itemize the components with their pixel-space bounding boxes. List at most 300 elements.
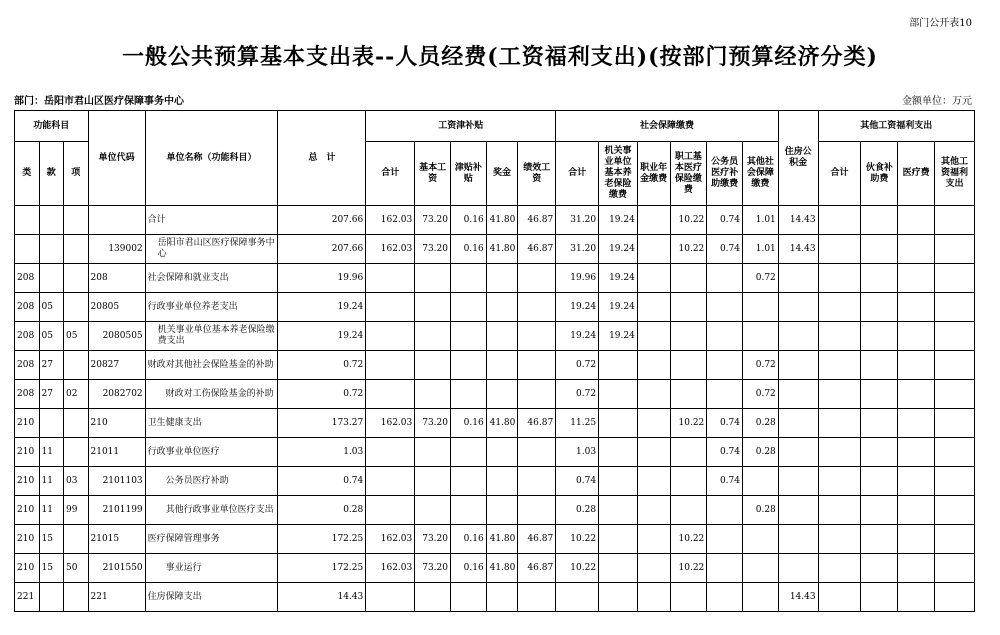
value-cell: 10.22	[670, 235, 707, 264]
lei-header: 类	[15, 142, 40, 206]
value-cell	[599, 525, 638, 554]
value-cell: 46.87	[518, 206, 556, 235]
value-cell	[599, 351, 638, 380]
value-cell	[670, 467, 707, 496]
col-header: 职业年金缴费	[637, 142, 670, 206]
value-cell	[366, 293, 415, 322]
value-cell	[670, 496, 707, 525]
xiang-cell	[64, 293, 89, 322]
unit-name-cell: 机关事业单位基本养老保险缴费支出	[145, 322, 278, 351]
lei-cell: 208	[15, 264, 40, 293]
value-cell	[861, 264, 898, 293]
unit-name-cell: 事业运行	[145, 554, 278, 583]
total-cell: 1.03	[278, 438, 366, 467]
unit-name-cell: 住房保障支出	[145, 583, 278, 612]
kuan-cell	[39, 264, 64, 293]
value-cell	[818, 264, 861, 293]
unit-name-cell: 公务员医疗补助	[145, 467, 278, 496]
value-cell	[818, 525, 861, 554]
value-cell: 162.03	[366, 235, 415, 264]
value-cell: 0.74	[707, 206, 743, 235]
value-cell	[518, 496, 556, 525]
value-cell	[778, 351, 818, 380]
table-row	[15, 293, 975, 322]
value-cell: 0.16	[450, 409, 486, 438]
value-cell	[486, 467, 518, 496]
kuan-cell: 27	[39, 380, 64, 409]
value-cell	[898, 235, 935, 264]
value-cell	[778, 264, 818, 293]
kuan-cell: 15	[39, 554, 64, 583]
value-cell: 0.28	[743, 438, 779, 467]
table-row	[15, 380, 975, 409]
value-cell: 1.01	[743, 235, 779, 264]
xiang-cell	[64, 409, 89, 438]
value-cell	[743, 293, 779, 322]
xiang-cell: 03	[64, 467, 89, 496]
value-cell: 46.87	[518, 235, 556, 264]
unit-name-cell: 行政事业单位养老支出	[145, 293, 278, 322]
value-cell	[898, 351, 935, 380]
value-cell	[599, 496, 638, 525]
value-cell	[366, 351, 415, 380]
value-cell	[450, 322, 486, 351]
value-cell: 41.80	[486, 525, 518, 554]
value-cell: 10.22	[670, 206, 707, 235]
total-cell: 14.43	[278, 583, 366, 612]
value-cell	[637, 496, 670, 525]
value-cell	[637, 554, 670, 583]
unit-code-cell	[88, 206, 145, 235]
value-cell	[670, 583, 707, 612]
kuan-cell	[39, 583, 64, 612]
lei-cell: 208	[15, 351, 40, 380]
table-row	[15, 467, 975, 496]
value-cell	[415, 438, 451, 467]
unit-code-cell: 20805	[88, 293, 145, 322]
total-cell: 0.74	[278, 467, 366, 496]
value-cell	[486, 264, 518, 293]
kuan-cell	[39, 409, 64, 438]
value-cell: 10.22	[670, 409, 707, 438]
value-cell	[415, 380, 451, 409]
lei-cell	[15, 206, 40, 235]
value-cell	[934, 293, 974, 322]
value-cell	[366, 496, 415, 525]
col-header: 其他工资福利支出	[934, 142, 974, 206]
value-cell: 10.22	[670, 525, 707, 554]
value-cell	[415, 351, 451, 380]
unit-code-cell: 2101199	[88, 496, 145, 525]
value-cell	[486, 496, 518, 525]
lei-cell: 210	[15, 554, 40, 583]
value-cell	[861, 293, 898, 322]
value-cell	[778, 438, 818, 467]
value-cell	[670, 351, 707, 380]
col-header: 机关事业单位基本养老保险缴费	[599, 142, 638, 206]
value-cell: 19.24	[599, 293, 638, 322]
xiang-cell	[64, 351, 89, 380]
value-cell: 19.24	[599, 235, 638, 264]
value-cell	[898, 496, 935, 525]
value-cell	[898, 438, 935, 467]
unit-code-cell: 2080505	[88, 322, 145, 351]
value-cell: 0.74	[556, 467, 599, 496]
col-header: 合计	[366, 142, 415, 206]
value-cell	[743, 583, 779, 612]
value-cell: 14.43	[778, 206, 818, 235]
value-cell	[861, 467, 898, 496]
value-cell	[818, 235, 861, 264]
unit-name-cell: 岳阳市君山区医疗保障事务中心	[145, 235, 278, 264]
value-cell: 41.80	[486, 235, 518, 264]
table-row	[15, 206, 975, 235]
housing-fund-header: 住房公积金	[778, 111, 818, 206]
value-cell: 0.74	[707, 438, 743, 467]
xiang-header: 项	[64, 142, 89, 206]
kuan-cell	[39, 235, 64, 264]
value-cell	[486, 322, 518, 351]
value-cell	[861, 554, 898, 583]
value-cell	[707, 554, 743, 583]
value-cell: 0.72	[743, 264, 779, 293]
value-cell	[450, 438, 486, 467]
value-cell	[934, 322, 974, 351]
xiang-cell	[64, 264, 89, 293]
value-cell	[415, 264, 451, 293]
unit-name-cell: 医疗保障管理事务	[145, 525, 278, 554]
value-cell	[450, 293, 486, 322]
unit-name-cell: 合计	[145, 206, 278, 235]
table-row	[15, 351, 975, 380]
value-cell: 19.24	[599, 264, 638, 293]
value-cell: 31.20	[556, 206, 599, 235]
value-cell	[637, 322, 670, 351]
value-cell: 0.72	[743, 351, 779, 380]
unit-code-cell: 210	[88, 409, 145, 438]
value-cell	[670, 438, 707, 467]
total-cell: 19.24	[278, 293, 366, 322]
value-cell	[898, 467, 935, 496]
value-cell	[743, 554, 779, 583]
value-cell: 162.03	[366, 409, 415, 438]
lei-cell: 210	[15, 525, 40, 554]
value-cell	[637, 351, 670, 380]
value-cell	[934, 206, 974, 235]
unit-name-cell: 其他行政事业单位医疗支出	[145, 496, 278, 525]
value-cell: 10.22	[556, 554, 599, 583]
value-cell	[818, 583, 861, 612]
value-cell: 46.87	[518, 409, 556, 438]
value-cell: 19.24	[556, 322, 599, 351]
table-row	[15, 264, 975, 293]
value-cell	[861, 409, 898, 438]
value-cell	[518, 351, 556, 380]
value-cell: 41.80	[486, 409, 518, 438]
table-row	[15, 235, 975, 264]
value-cell	[898, 206, 935, 235]
col-header: 公务员医疗补助缴费	[707, 142, 743, 206]
value-cell	[450, 264, 486, 293]
total-cell: 19.24	[278, 322, 366, 351]
value-cell: 41.80	[486, 206, 518, 235]
value-cell	[934, 409, 974, 438]
value-cell	[898, 264, 935, 293]
value-cell	[707, 293, 743, 322]
value-cell	[898, 554, 935, 583]
value-cell: 10.22	[670, 554, 707, 583]
value-cell	[861, 206, 898, 235]
value-cell	[778, 496, 818, 525]
xiang-cell	[64, 525, 89, 554]
value-cell	[486, 293, 518, 322]
value-cell: 73.20	[415, 554, 451, 583]
value-cell	[778, 380, 818, 409]
value-cell	[637, 438, 670, 467]
value-cell: 162.03	[366, 206, 415, 235]
xiang-cell	[64, 583, 89, 612]
amount-unit-label: 金额单位：万元	[902, 96, 972, 107]
value-cell	[637, 525, 670, 554]
value-cell	[778, 467, 818, 496]
unit-code-cell: 21011	[88, 438, 145, 467]
budget-table	[14, 110, 975, 612]
value-cell: 0.28	[743, 409, 779, 438]
unit-code-cell: 139002	[88, 235, 145, 264]
value-cell: 19.24	[599, 322, 638, 351]
value-cell	[861, 322, 898, 351]
table-row	[15, 525, 975, 554]
value-cell	[599, 583, 638, 612]
col-header: 奖金	[486, 142, 518, 206]
salary-group-header: 工资津补贴	[366, 111, 556, 142]
value-cell: 0.16	[450, 235, 486, 264]
kuan-header: 款	[39, 142, 64, 206]
value-cell	[450, 496, 486, 525]
value-cell	[818, 322, 861, 351]
kuan-cell: 11	[39, 467, 64, 496]
value-cell: 73.20	[415, 409, 451, 438]
value-cell	[743, 525, 779, 554]
value-cell	[637, 380, 670, 409]
value-cell: 73.20	[415, 206, 451, 235]
value-cell	[707, 264, 743, 293]
xiang-cell: 05	[64, 322, 89, 351]
value-cell	[450, 583, 486, 612]
value-cell	[450, 380, 486, 409]
value-cell	[934, 583, 974, 612]
value-cell	[818, 438, 861, 467]
value-cell: 14.43	[778, 583, 818, 612]
total-cell: 207.66	[278, 206, 366, 235]
value-cell	[518, 583, 556, 612]
value-cell	[818, 351, 861, 380]
unit-name-cell: 社会保障和就业支出	[145, 264, 278, 293]
kuan-cell: 05	[39, 322, 64, 351]
value-cell	[415, 467, 451, 496]
value-cell	[707, 351, 743, 380]
total-cell: 172.25	[278, 554, 366, 583]
value-cell	[599, 438, 638, 467]
value-cell	[818, 206, 861, 235]
col-header: 职工基本医疗保险缴费	[670, 142, 707, 206]
unit-code-cell: 21015	[88, 525, 145, 554]
value-cell	[415, 322, 451, 351]
total-header: 总 计	[278, 111, 366, 206]
value-cell	[637, 467, 670, 496]
value-cell	[778, 293, 818, 322]
value-cell	[670, 293, 707, 322]
total-cell: 0.72	[278, 380, 366, 409]
value-cell: 0.74	[707, 409, 743, 438]
value-cell: 31.20	[556, 235, 599, 264]
value-cell	[366, 380, 415, 409]
value-cell	[518, 380, 556, 409]
value-cell	[366, 438, 415, 467]
value-cell	[778, 525, 818, 554]
value-cell	[707, 583, 743, 612]
value-cell	[415, 293, 451, 322]
value-cell	[743, 467, 779, 496]
value-cell: 46.87	[518, 525, 556, 554]
kuan-cell: 11	[39, 438, 64, 467]
unit-name-cell: 财政对其他社会保险基金的补助	[145, 351, 278, 380]
value-cell: 0.16	[450, 525, 486, 554]
value-cell	[934, 264, 974, 293]
col-header: 医疗费	[898, 142, 935, 206]
value-cell: 10.22	[556, 525, 599, 554]
value-cell	[861, 496, 898, 525]
value-cell	[898, 583, 935, 612]
total-cell: 172.25	[278, 525, 366, 554]
social-group-header: 社会保障缴费	[556, 111, 779, 142]
xiang-cell: 02	[64, 380, 89, 409]
value-cell	[707, 380, 743, 409]
value-cell	[518, 467, 556, 496]
table-row	[15, 438, 975, 467]
value-cell	[778, 554, 818, 583]
value-cell	[637, 264, 670, 293]
value-cell	[934, 351, 974, 380]
unit-code-cell: 208	[88, 264, 145, 293]
value-cell: 14.43	[778, 235, 818, 264]
kuan-cell: 11	[39, 496, 64, 525]
value-cell	[707, 496, 743, 525]
kuan-cell: 05	[39, 293, 64, 322]
xiang-cell	[64, 206, 89, 235]
unit-name-cell: 财政对工伤保险基金的补助	[145, 380, 278, 409]
unit-code-cell: 2082702	[88, 380, 145, 409]
value-cell: 46.87	[518, 554, 556, 583]
value-cell	[818, 293, 861, 322]
lei-cell: 208	[15, 322, 40, 351]
value-cell	[898, 525, 935, 554]
value-cell	[637, 293, 670, 322]
value-cell	[934, 467, 974, 496]
value-cell: 0.16	[450, 206, 486, 235]
unit-name-cell: 卫生健康支出	[145, 409, 278, 438]
value-cell: 73.20	[415, 525, 451, 554]
col-header: 基本工资	[415, 142, 451, 206]
lei-cell: 208	[15, 380, 40, 409]
xiang-cell: 50	[64, 554, 89, 583]
value-cell	[778, 322, 818, 351]
value-cell	[934, 525, 974, 554]
other-group-header: 其他工资福利支出	[818, 111, 974, 142]
value-cell	[670, 322, 707, 351]
xiang-cell: 99	[64, 496, 89, 525]
value-cell	[366, 583, 415, 612]
value-cell	[934, 554, 974, 583]
value-cell	[898, 293, 935, 322]
value-cell	[818, 409, 861, 438]
value-cell	[556, 583, 599, 612]
unit-code-cell: 2101550	[88, 554, 145, 583]
lei-cell: 210	[15, 467, 40, 496]
page-title: 一般公共预算基本支出表--人员经费(工资福利支出)(按部门预算经济分类)	[122, 44, 878, 70]
value-cell	[599, 554, 638, 583]
value-cell	[898, 322, 935, 351]
table-row	[15, 496, 975, 525]
total-cell: 0.72	[278, 351, 366, 380]
value-cell	[518, 322, 556, 351]
value-cell: 73.20	[415, 235, 451, 264]
lei-cell: 221	[15, 583, 40, 612]
value-cell	[707, 322, 743, 351]
value-cell: 0.16	[450, 554, 486, 583]
total-cell: 0.28	[278, 496, 366, 525]
value-cell	[486, 351, 518, 380]
value-cell	[637, 409, 670, 438]
table-row	[15, 322, 975, 351]
col-header: 津贴补贴	[450, 142, 486, 206]
value-cell: 19.24	[599, 206, 638, 235]
value-cell	[518, 264, 556, 293]
value-cell	[818, 467, 861, 496]
value-cell	[670, 380, 707, 409]
value-cell	[818, 554, 861, 583]
value-cell	[637, 583, 670, 612]
value-cell: 41.80	[486, 554, 518, 583]
value-cell	[707, 525, 743, 554]
value-cell	[637, 235, 670, 264]
value-cell	[743, 322, 779, 351]
value-cell: 162.03	[366, 554, 415, 583]
value-cell	[898, 409, 935, 438]
table-row	[15, 409, 975, 438]
xiang-cell	[64, 438, 89, 467]
value-cell	[366, 264, 415, 293]
value-cell	[778, 409, 818, 438]
lei-cell: 210	[15, 496, 40, 525]
value-cell: 0.72	[743, 380, 779, 409]
value-cell: 19.96	[556, 264, 599, 293]
xiang-cell	[64, 235, 89, 264]
unit-code-cell: 2101103	[88, 467, 145, 496]
col-header: 合计	[818, 142, 861, 206]
value-cell: 0.74	[707, 235, 743, 264]
col-header: 伙食补助费	[861, 142, 898, 206]
value-cell: 1.03	[556, 438, 599, 467]
value-cell: 0.74	[707, 467, 743, 496]
value-cell	[415, 496, 451, 525]
unit-name-cell: 行政事业单位医疗	[145, 438, 278, 467]
total-cell: 207.66	[278, 235, 366, 264]
value-cell	[934, 496, 974, 525]
value-cell	[599, 380, 638, 409]
lei-cell: 210	[15, 438, 40, 467]
value-cell	[450, 351, 486, 380]
